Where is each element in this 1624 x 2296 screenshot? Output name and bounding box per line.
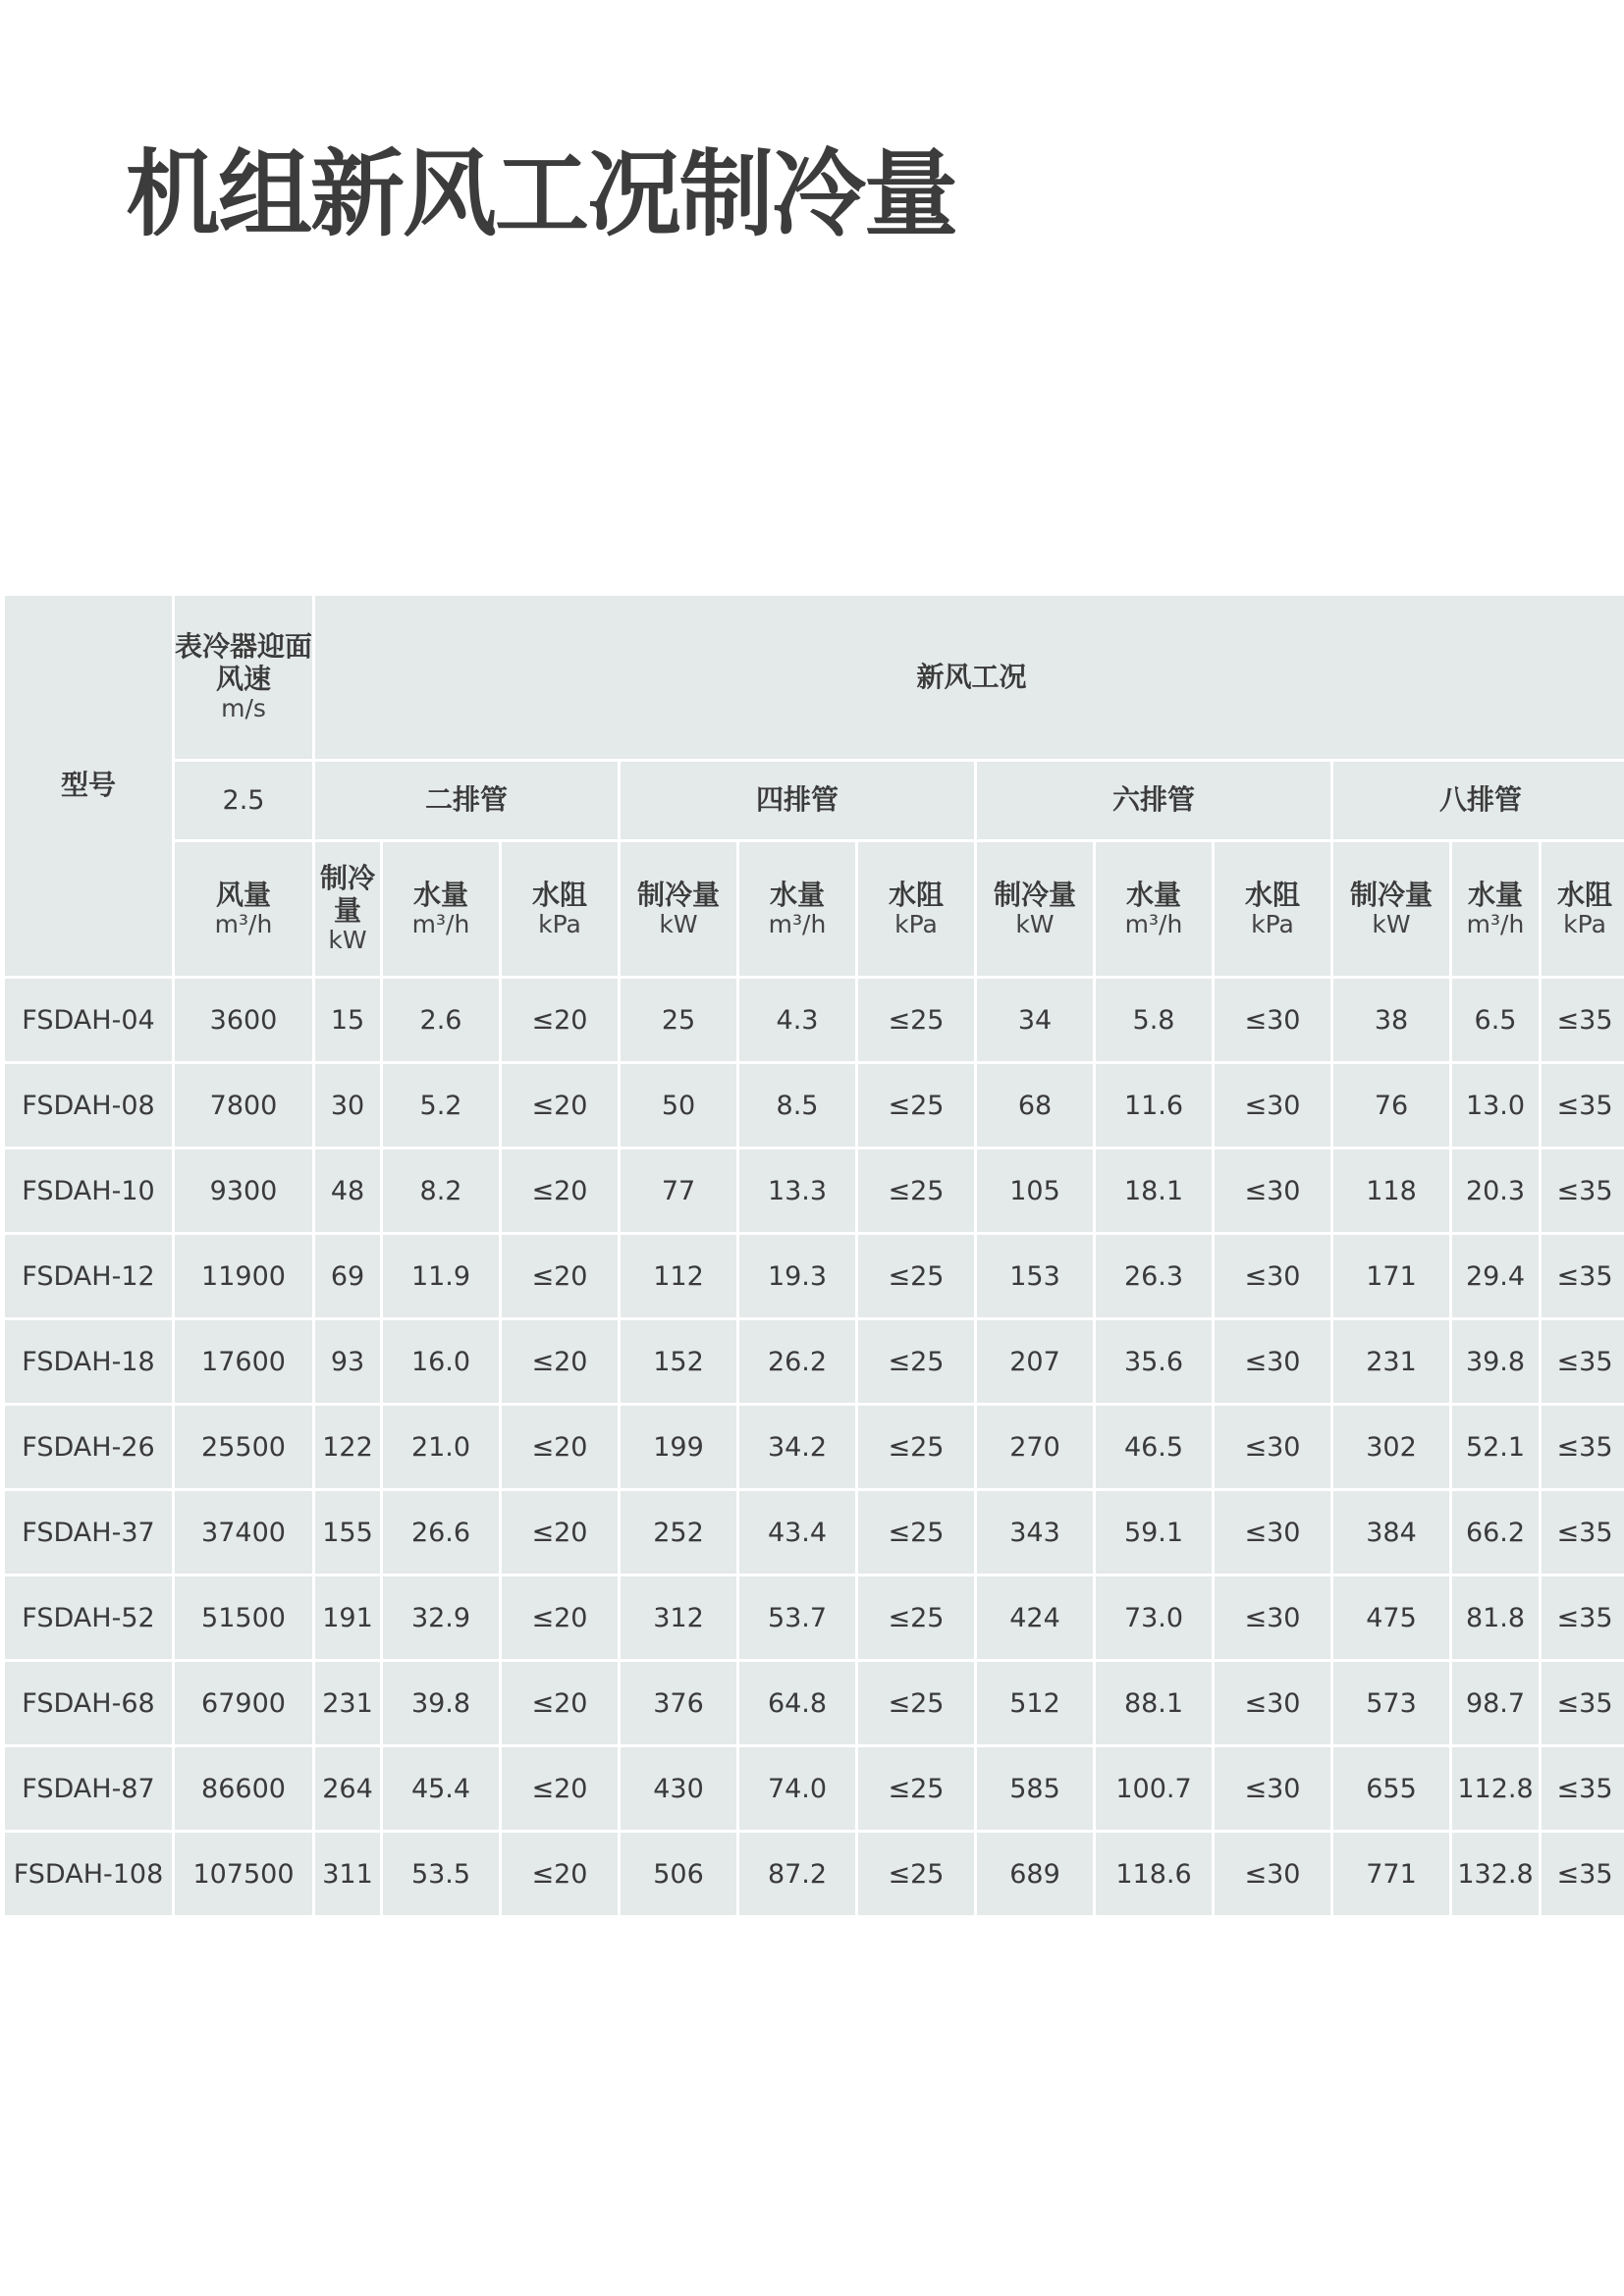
airflow-cell: 37400 — [175, 1491, 312, 1574]
table-row — [5, 1833, 1624, 1915]
water-resistance-6row-cell: ≤30 — [1215, 1406, 1330, 1488]
water-resistance-2row-cell: ≤20 — [502, 1491, 618, 1574]
airflow-cell: 107500 — [175, 1833, 312, 1915]
table-row — [5, 1320, 1624, 1403]
table-row — [5, 1406, 1624, 1488]
cooling-8row-cell: 384 — [1333, 1491, 1449, 1574]
water-resistance-header-two-row — [502, 842, 618, 976]
model-cell: FSDAH-12 — [5, 1235, 172, 1317]
group-two-row: 二排管 — [315, 762, 618, 839]
water-resistance-4row-cell: ≤25 — [858, 1064, 974, 1147]
cooling-2row-cell: 155 — [315, 1491, 380, 1574]
water-resistance-unit: kPa — [894, 909, 938, 938]
airflow-cell: 11900 — [175, 1235, 312, 1317]
water-resistance-4row-cell: ≤25 — [858, 979, 974, 1061]
cooling-4row-cell: 376 — [621, 1662, 736, 1744]
model-cell: FSDAH-04 — [5, 979, 172, 1061]
water-flow-4row-cell: 64.8 — [739, 1662, 855, 1744]
water-flow-2row-cell: 32.9 — [383, 1576, 499, 1659]
condition-header: 新风工况 — [315, 596, 1624, 759]
cooling-4row-cell: 506 — [621, 1833, 736, 1915]
water-flow-label: 水量 — [1125, 878, 1181, 911]
water-resistance-label: 水阻 — [1244, 878, 1300, 911]
water-flow-label: 水量 — [412, 878, 468, 911]
water-resistance-2row-cell: ≤20 — [502, 1747, 618, 1830]
water-resistance-4row-cell: ≤25 — [858, 1662, 974, 1744]
table-row — [5, 1491, 1624, 1574]
cooling-label: 制冷量 — [1349, 878, 1433, 911]
airflow-header — [175, 842, 312, 976]
water-resistance-8row-cell: ≤35 — [1542, 1406, 1624, 1488]
model-cell: FSDAH-87 — [5, 1747, 172, 1830]
water-resistance-8row-cell: ≤35 — [1542, 1320, 1624, 1403]
water-resistance-header-six-row — [1215, 842, 1330, 976]
cooling-4row-cell: 50 — [621, 1064, 736, 1147]
water-resistance-unit: kPa — [538, 909, 581, 938]
cooling-6row-cell: 153 — [977, 1235, 1093, 1317]
cooling-unit: kW — [328, 925, 367, 954]
water-resistance-header-eight-row — [1542, 842, 1624, 976]
water-flow-2row-cell: 21.0 — [383, 1406, 499, 1488]
face-velocity-label-line2: 风速 — [215, 662, 271, 695]
water-flow-2row-cell: 53.5 — [383, 1833, 499, 1915]
water-flow-6row-cell: 26.3 — [1096, 1235, 1212, 1317]
group-six-row: 六排管 — [977, 762, 1330, 839]
airflow-cell: 67900 — [175, 1662, 312, 1744]
cooling-4row-cell: 152 — [621, 1320, 736, 1403]
airflow-cell: 3600 — [175, 979, 312, 1061]
water-resistance-8row-cell: ≤35 — [1542, 979, 1624, 1061]
water-flow-6row-cell: 46.5 — [1096, 1406, 1212, 1488]
water-resistance-4row-cell: ≤25 — [858, 1406, 974, 1488]
table-row — [5, 1576, 1624, 1659]
group-four-row: 四排管 — [621, 762, 974, 839]
cooling-2row-cell: 122 — [315, 1406, 380, 1488]
face-velocity-header — [175, 596, 312, 759]
cooling-2row-cell: 69 — [315, 1235, 380, 1317]
model-header: 型号 — [5, 596, 172, 976]
water-flow-4row-cell: 26.2 — [739, 1320, 855, 1403]
group-eight-row: 八排管 — [1333, 762, 1624, 839]
cooling-6row-cell: 424 — [977, 1576, 1093, 1659]
water-resistance-8row-cell: ≤35 — [1542, 1662, 1624, 1744]
table-row — [5, 979, 1624, 1061]
water-flow-2row-cell: 45.4 — [383, 1747, 499, 1830]
water-flow-4row-cell: 4.3 — [739, 979, 855, 1061]
water-flow-header-two-row — [383, 842, 499, 976]
water-flow-4row-cell: 34.2 — [739, 1406, 855, 1488]
water-resistance-unit: kPa — [1251, 909, 1294, 938]
cooling-6row-cell: 34 — [977, 979, 1093, 1061]
water-resistance-6row-cell: ≤30 — [1215, 1064, 1330, 1147]
model-cell: FSDAH-52 — [5, 1576, 172, 1659]
cooling-unit: kW — [1372, 909, 1411, 938]
water-resistance-unit: kPa — [1563, 909, 1606, 938]
face-velocity-value: 2.5 — [175, 762, 312, 839]
water-flow-unit: m³/h — [1124, 909, 1183, 938]
cooling-4row-cell: 112 — [621, 1235, 736, 1317]
water-resistance-header-four-row — [858, 842, 974, 976]
water-resistance-4row-cell: ≤25 — [858, 1491, 974, 1574]
cooling-6row-cell: 689 — [977, 1833, 1093, 1915]
water-resistance-4row-cell: ≤25 — [858, 1320, 974, 1403]
water-resistance-label: 水阻 — [531, 878, 587, 911]
water-flow-2row-cell: 2.6 — [383, 979, 499, 1061]
cooling-6row-cell: 512 — [977, 1662, 1093, 1744]
water-resistance-2row-cell: ≤20 — [502, 1320, 618, 1403]
water-flow-8row-cell: 39.8 — [1452, 1320, 1539, 1403]
airflow-cell: 86600 — [175, 1747, 312, 1830]
water-resistance-6row-cell: ≤30 — [1215, 1491, 1330, 1574]
airflow-cell: 17600 — [175, 1320, 312, 1403]
water-flow-8row-cell: 6.5 — [1452, 979, 1539, 1061]
water-flow-2row-cell: 16.0 — [383, 1320, 499, 1403]
water-flow-8row-cell: 81.8 — [1452, 1576, 1539, 1659]
water-flow-4row-cell: 13.3 — [739, 1149, 855, 1232]
water-flow-8row-cell: 112.8 — [1452, 1747, 1539, 1830]
water-resistance-6row-cell: ≤30 — [1215, 1747, 1330, 1830]
water-flow-2row-cell: 11.9 — [383, 1235, 499, 1317]
water-flow-8row-cell: 98.7 — [1452, 1662, 1539, 1744]
water-flow-4row-cell: 87.2 — [739, 1833, 855, 1915]
header-row-condition — [5, 596, 1624, 759]
cooling-8row-cell: 231 — [1333, 1320, 1449, 1403]
cooling-4row-cell: 77 — [621, 1149, 736, 1232]
water-flow-6row-cell: 11.6 — [1096, 1064, 1212, 1147]
water-flow-4row-cell: 8.5 — [739, 1064, 855, 1147]
cooling-4row-cell: 312 — [621, 1576, 736, 1659]
water-flow-unit: m³/h — [1466, 909, 1525, 938]
water-resistance-8row-cell: ≤35 — [1542, 1491, 1624, 1574]
water-flow-6row-cell: 100.7 — [1096, 1747, 1212, 1830]
model-cell: FSDAH-10 — [5, 1149, 172, 1232]
table-row — [5, 1747, 1624, 1830]
table-row — [5, 1149, 1624, 1232]
airflow-cell: 7800 — [175, 1064, 312, 1147]
water-flow-4row-cell: 43.4 — [739, 1491, 855, 1574]
cooling-label-line1: 制冷 — [319, 862, 375, 895]
table-row — [5, 1235, 1624, 1317]
cooling-2row-cell: 48 — [315, 1149, 380, 1232]
cooling-6row-cell: 585 — [977, 1747, 1093, 1830]
water-resistance-4row-cell: ≤25 — [858, 1833, 974, 1915]
cooling-label: 制冷量 — [636, 878, 720, 911]
water-resistance-2row-cell: ≤20 — [502, 1149, 618, 1232]
page-title: 机组新风工况制冷量 — [126, 139, 956, 249]
cooling-4row-cell: 25 — [621, 979, 736, 1061]
water-resistance-2row-cell: ≤20 — [502, 979, 618, 1061]
airflow-cell: 51500 — [175, 1576, 312, 1659]
water-flow-2row-cell: 5.2 — [383, 1064, 499, 1147]
water-resistance-label: 水阻 — [1557, 878, 1613, 911]
water-flow-8row-cell: 66.2 — [1452, 1491, 1539, 1574]
cooling-capacity-table — [2, 593, 1624, 1918]
water-flow-4row-cell: 74.0 — [739, 1747, 855, 1830]
water-resistance-2row-cell: ≤20 — [502, 1576, 618, 1659]
water-resistance-2row-cell: ≤20 — [502, 1406, 618, 1488]
cooling-header-six-row — [977, 842, 1093, 976]
cooling-8row-cell: 573 — [1333, 1662, 1449, 1744]
cooling-8row-cell: 76 — [1333, 1064, 1449, 1147]
cooling-4row-cell: 252 — [621, 1491, 736, 1574]
face-velocity-label-line1: 表冷器迎面 — [175, 630, 312, 664]
water-resistance-4row-cell: ≤25 — [858, 1235, 974, 1317]
cooling-label: 制冷量 — [993, 878, 1076, 911]
water-resistance-8row-cell: ≤35 — [1542, 1576, 1624, 1659]
airflow-unit: m³/h — [214, 909, 273, 938]
cooling-2row-cell: 93 — [315, 1320, 380, 1403]
water-resistance-8row-cell: ≤35 — [1542, 1747, 1624, 1830]
water-resistance-2row-cell: ≤20 — [502, 1662, 618, 1744]
cooling-6row-cell: 270 — [977, 1406, 1093, 1488]
water-resistance-6row-cell: ≤30 — [1215, 979, 1330, 1061]
cooling-2row-cell: 191 — [315, 1576, 380, 1659]
cooling-8row-cell: 302 — [1333, 1406, 1449, 1488]
header-row-groups — [5, 762, 1624, 839]
water-flow-unit: m³/h — [768, 909, 827, 938]
water-flow-8row-cell: 132.8 — [1452, 1833, 1539, 1915]
cooling-6row-cell: 343 — [977, 1491, 1093, 1574]
water-flow-label: 水量 — [1467, 878, 1523, 911]
water-resistance-4row-cell: ≤25 — [858, 1149, 974, 1232]
cooling-6row-cell: 207 — [977, 1320, 1093, 1403]
cooling-4row-cell: 430 — [621, 1747, 736, 1830]
water-flow-6row-cell: 88.1 — [1096, 1662, 1212, 1744]
face-velocity-unit: m/s — [221, 693, 266, 722]
model-cell: FSDAH-18 — [5, 1320, 172, 1403]
airflow-label: 风量 — [215, 878, 271, 911]
cooling-2row-cell: 231 — [315, 1662, 380, 1744]
water-flow-2row-cell: 8.2 — [383, 1149, 499, 1232]
water-flow-6row-cell: 73.0 — [1096, 1576, 1212, 1659]
airflow-cell: 25500 — [175, 1406, 312, 1488]
cooling-8row-cell: 171 — [1333, 1235, 1449, 1317]
water-flow-6row-cell: 18.1 — [1096, 1149, 1212, 1232]
water-resistance-8row-cell: ≤35 — [1542, 1064, 1624, 1147]
table-row — [5, 1662, 1624, 1744]
water-flow-4row-cell: 19.3 — [739, 1235, 855, 1317]
water-resistance-6row-cell: ≤30 — [1215, 1149, 1330, 1232]
water-resistance-6row-cell: ≤30 — [1215, 1833, 1330, 1915]
cooling-unit: kW — [1015, 909, 1055, 938]
model-cell: FSDAH-108 — [5, 1833, 172, 1915]
cooling-8row-cell: 38 — [1333, 979, 1449, 1061]
water-flow-6row-cell: 118.6 — [1096, 1833, 1212, 1915]
water-resistance-8row-cell: ≤35 — [1542, 1235, 1624, 1317]
airflow-cell: 9300 — [175, 1149, 312, 1232]
model-cell: FSDAH-68 — [5, 1662, 172, 1744]
cooling-header-four-row — [621, 842, 736, 976]
water-resistance-6row-cell: ≤30 — [1215, 1662, 1330, 1744]
water-flow-8row-cell: 20.3 — [1452, 1149, 1539, 1232]
water-resistance-8row-cell: ≤35 — [1542, 1833, 1624, 1915]
water-flow-6row-cell: 5.8 — [1096, 979, 1212, 1061]
water-flow-unit: m³/h — [411, 909, 470, 938]
cooling-label-line2: 量 — [333, 893, 361, 927]
cooling-6row-cell: 68 — [977, 1064, 1093, 1147]
cooling-2row-cell: 311 — [315, 1833, 380, 1915]
cooling-8row-cell: 655 — [1333, 1747, 1449, 1830]
water-resistance-2row-cell: ≤20 — [502, 1235, 618, 1317]
water-flow-8row-cell: 29.4 — [1452, 1235, 1539, 1317]
water-flow-header-four-row — [739, 842, 855, 976]
water-flow-4row-cell: 53.7 — [739, 1576, 855, 1659]
cooling-2row-cell: 30 — [315, 1064, 380, 1147]
water-resistance-4row-cell: ≤25 — [858, 1576, 974, 1659]
water-flow-2row-cell: 26.6 — [383, 1491, 499, 1574]
water-resistance-6row-cell: ≤30 — [1215, 1576, 1330, 1659]
cooling-8row-cell: 771 — [1333, 1833, 1449, 1915]
cooling-6row-cell: 105 — [977, 1149, 1093, 1232]
water-resistance-2row-cell: ≤20 — [502, 1064, 618, 1147]
model-cell: FSDAH-08 — [5, 1064, 172, 1147]
water-resistance-2row-cell: ≤20 — [502, 1833, 618, 1915]
header-row-columns — [5, 842, 1624, 976]
water-flow-6row-cell: 35.6 — [1096, 1320, 1212, 1403]
water-resistance-6row-cell: ≤30 — [1215, 1235, 1330, 1317]
model-cell: FSDAH-26 — [5, 1406, 172, 1488]
water-resistance-4row-cell: ≤25 — [858, 1747, 974, 1830]
cooling-2row-cell: 264 — [315, 1747, 380, 1830]
water-flow-header-eight-row — [1452, 842, 1539, 976]
cooling-unit: kW — [659, 909, 698, 938]
model-cell: FSDAH-37 — [5, 1491, 172, 1574]
cooling-header-eight-row — [1333, 842, 1449, 976]
water-resistance-6row-cell: ≤30 — [1215, 1320, 1330, 1403]
water-flow-2row-cell: 39.8 — [383, 1662, 499, 1744]
cooling-4row-cell: 199 — [621, 1406, 736, 1488]
water-flow-6row-cell: 59.1 — [1096, 1491, 1212, 1574]
cooling-header-two-row — [315, 842, 380, 976]
cooling-8row-cell: 475 — [1333, 1576, 1449, 1659]
cooling-2row-cell: 15 — [315, 979, 380, 1061]
water-flow-8row-cell: 13.0 — [1452, 1064, 1539, 1147]
water-resistance-8row-cell: ≤35 — [1542, 1149, 1624, 1232]
water-flow-label: 水量 — [769, 878, 825, 911]
cooling-8row-cell: 118 — [1333, 1149, 1449, 1232]
table-row — [5, 1064, 1624, 1147]
water-resistance-label: 水阻 — [888, 878, 944, 911]
water-flow-header-six-row — [1096, 842, 1212, 976]
water-flow-8row-cell: 52.1 — [1452, 1406, 1539, 1488]
